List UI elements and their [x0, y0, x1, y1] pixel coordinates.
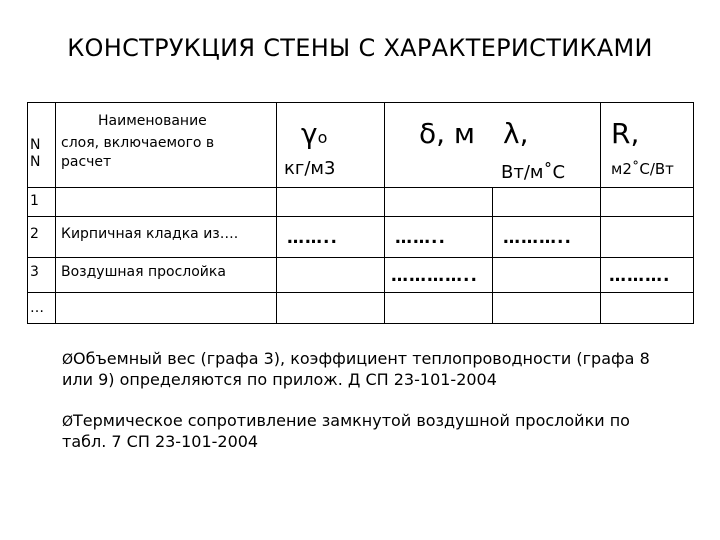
header-name-line1: Наименование — [98, 113, 207, 129]
header-number-cell — [28, 103, 56, 188]
row-gamma-value: …….. — [287, 228, 338, 248]
row-number: 3 — [30, 264, 39, 280]
header-number-line1: N — [30, 137, 41, 153]
row-r-value: ………. — [609, 266, 671, 286]
header-name-line3: расчет — [61, 154, 112, 170]
row-number: … — [30, 300, 44, 316]
notes-list — [62, 349, 672, 473]
row-lambda-value: ……….. — [503, 228, 572, 248]
row-delta-value: ………….. — [391, 266, 478, 286]
row-number: 1 — [30, 193, 39, 209]
row-name: Кирпичная кладка из…. — [61, 226, 239, 242]
header-number-line2: N — [30, 154, 41, 170]
wall-construction-table — [27, 102, 694, 324]
r-unit: м2˚С/Вт — [611, 160, 674, 178]
table-row — [28, 293, 694, 324]
header-r-cell — [601, 103, 694, 188]
gamma-symbol: γo — [301, 117, 328, 150]
row-delta-value: …….. — [395, 228, 446, 248]
gamma-unit: кг/м3 — [284, 158, 336, 179]
gamma-subscript: o — [317, 128, 328, 147]
note-text: Объемный вес (графа 3), коэффициент теплопроводности (графа 8 или 9) определяются по прилож. Д СП 23-101-2004 — [62, 349, 650, 389]
delta-symbol: δ, м — [419, 117, 476, 150]
header-name-cell — [56, 103, 277, 188]
table-row — [28, 188, 694, 217]
header-delta-lambda-cell — [385, 103, 601, 188]
header-name-line2: слоя, включаемого в — [61, 135, 215, 151]
table-row — [28, 217, 694, 258]
note-item — [62, 349, 672, 389]
lambda-symbol: λ, — [503, 117, 529, 150]
note-text: Термическое сопротивление замкнутой воздушной прослойки по табл. 7 СП 23-101-2004 — [62, 411, 630, 451]
arrow-bullet-icon: Ø — [62, 414, 74, 430]
header-gamma-cell — [277, 103, 385, 188]
note-item — [62, 411, 672, 451]
arrow-bullet-icon: Ø — [62, 352, 74, 368]
table-row — [28, 258, 694, 293]
table-header-row — [28, 103, 694, 188]
r-symbol: R, — [611, 117, 640, 150]
row-number: 2 — [30, 226, 39, 242]
lambda-unit: Вт/м˚С — [501, 162, 566, 183]
row-name: Воздушная прослойка — [61, 264, 226, 280]
page-title: КОНСТРУКЦИЯ СТЕНЫ С ХАРАКТЕРИСТИКАМИ — [67, 34, 653, 62]
